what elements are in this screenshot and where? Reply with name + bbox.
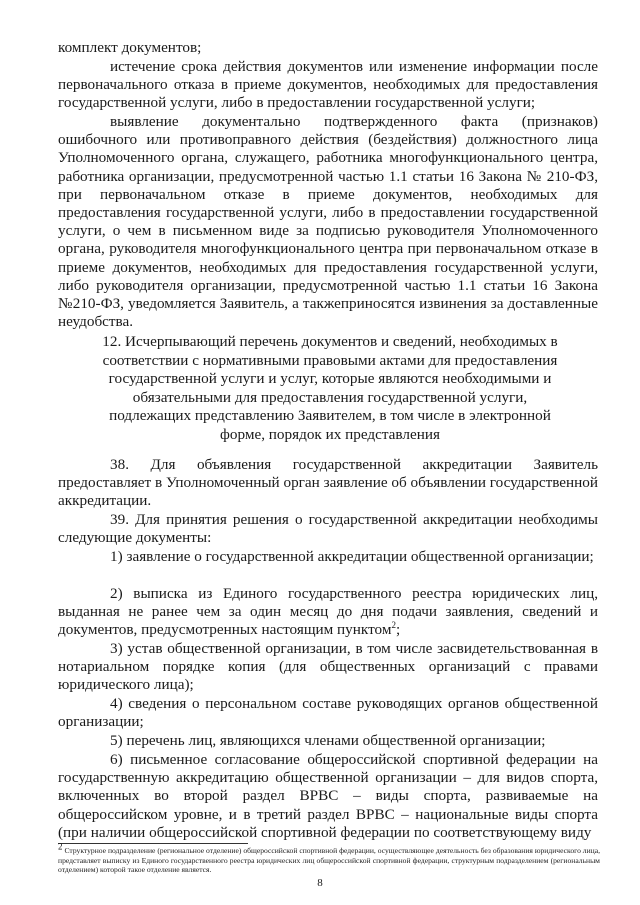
paragraph-error: выявление документально подтвержденного факта (признаков) ошибочного или противоправного действия (бездействия) должностного лица Уполномоченного органа, служащего, работника многофункционального центра, работника организации, предусмотренной частью 1.1 статьи 16 Закона № 210-ФЗ, при первоначальном отказе в приеме документов, необходимых для предоставления государственной услуги, либо в предоставлении государственной услуги, о чем в письменном виде за подписью руководителя Уполномоченного органа, руководителя многофункционального центра при первоначальном отказе в приеме документов, необходимых для предоставления государственной услуги, либо руководителя организации, предусмотренной частью 1.1 статьи 16 Закона №210-ФЗ, уведомляется Заявитель, а такжеприносятся извинения за доставленные неудобства. xyxy=(58,113,598,331)
page-number: 8 xyxy=(317,877,323,889)
list-item-5: 5) перечень лиц, являющихся членами общественной организации; xyxy=(110,732,546,749)
list-item-2 xyxy=(58,585,598,640)
list-item-6: 6) письменное согласование общероссийской спортивной федерации на государственную аккредитацию общественной организации – для видов спорта, включенных во второй раздел ВРВС – виды спорта, развиваемые на общероссийском уровне, и в третий раздел ВРВС – национальные виды спорта (при наличии общероссийской спортивной федерации по соответствующему виду xyxy=(58,751,598,841)
list-item-3: 3) устав общественной организации, в том числе засвидетельствованная в нотариальном порядке копия (для общественных организаций с правами юридического лица); xyxy=(58,640,598,694)
section-heading: 12. Исчерпывающий перечень документов и сведений, необходимых в соответствии с нормативными правовыми актами для предоставления государственной услуги и услуг, которые являются необходимыми и обязательными для предоставления государственной услуги, подлежащих представлению Заявителем, в том числе в электронной форме, порядок их представления xyxy=(102,333,558,443)
footnote-text: Структурное подразделение (региональное отделение) общероссийской спортивной федерации, осуществляющее деятельность без образования юридического лица, представляет выписку из Единого государственного реестра юридических лиц общероссийской спортивной федерации, структурным подразделением (региональным отделением) которой такое отделение является. xyxy=(58,846,600,875)
paragraph-kit: комплект документов; xyxy=(58,39,202,56)
footnote-reference: 2 xyxy=(391,620,396,631)
item-38: 38. Для объявления государственной аккредитации Заявитель предоставляет в Уполномоченный орган заявление об объявлении государственной аккредитации. xyxy=(58,456,598,510)
list-item-1: 1) заявление о государственной аккредитации общественной организации; xyxy=(110,548,594,565)
footnote xyxy=(58,841,600,875)
footnote-mark: 2 xyxy=(58,841,63,852)
item-39: 39. Для принятия решения о государственной аккредитации необходимы следующие документы: xyxy=(58,511,598,547)
paragraph-expiry: истечение срока действия документов или изменение информации после первоначального отказа в приеме документов, необходимых для предоставления государственной услуги, либо в предоставлении государственной услуги; xyxy=(58,58,598,112)
footnote-separator xyxy=(58,843,248,844)
list-item-2-text: 2) выписка из Единого государственного реестра юридических лиц, выданная не ранее чем за один месяц до дня подачи заявления, сведений и документов, предусмотренных настоящим пунктом xyxy=(58,585,598,639)
list-item-2-end: ; xyxy=(395,621,401,639)
list-item-4: 4) сведения о персональном составе руководящих органов общественной организации; xyxy=(58,695,598,731)
